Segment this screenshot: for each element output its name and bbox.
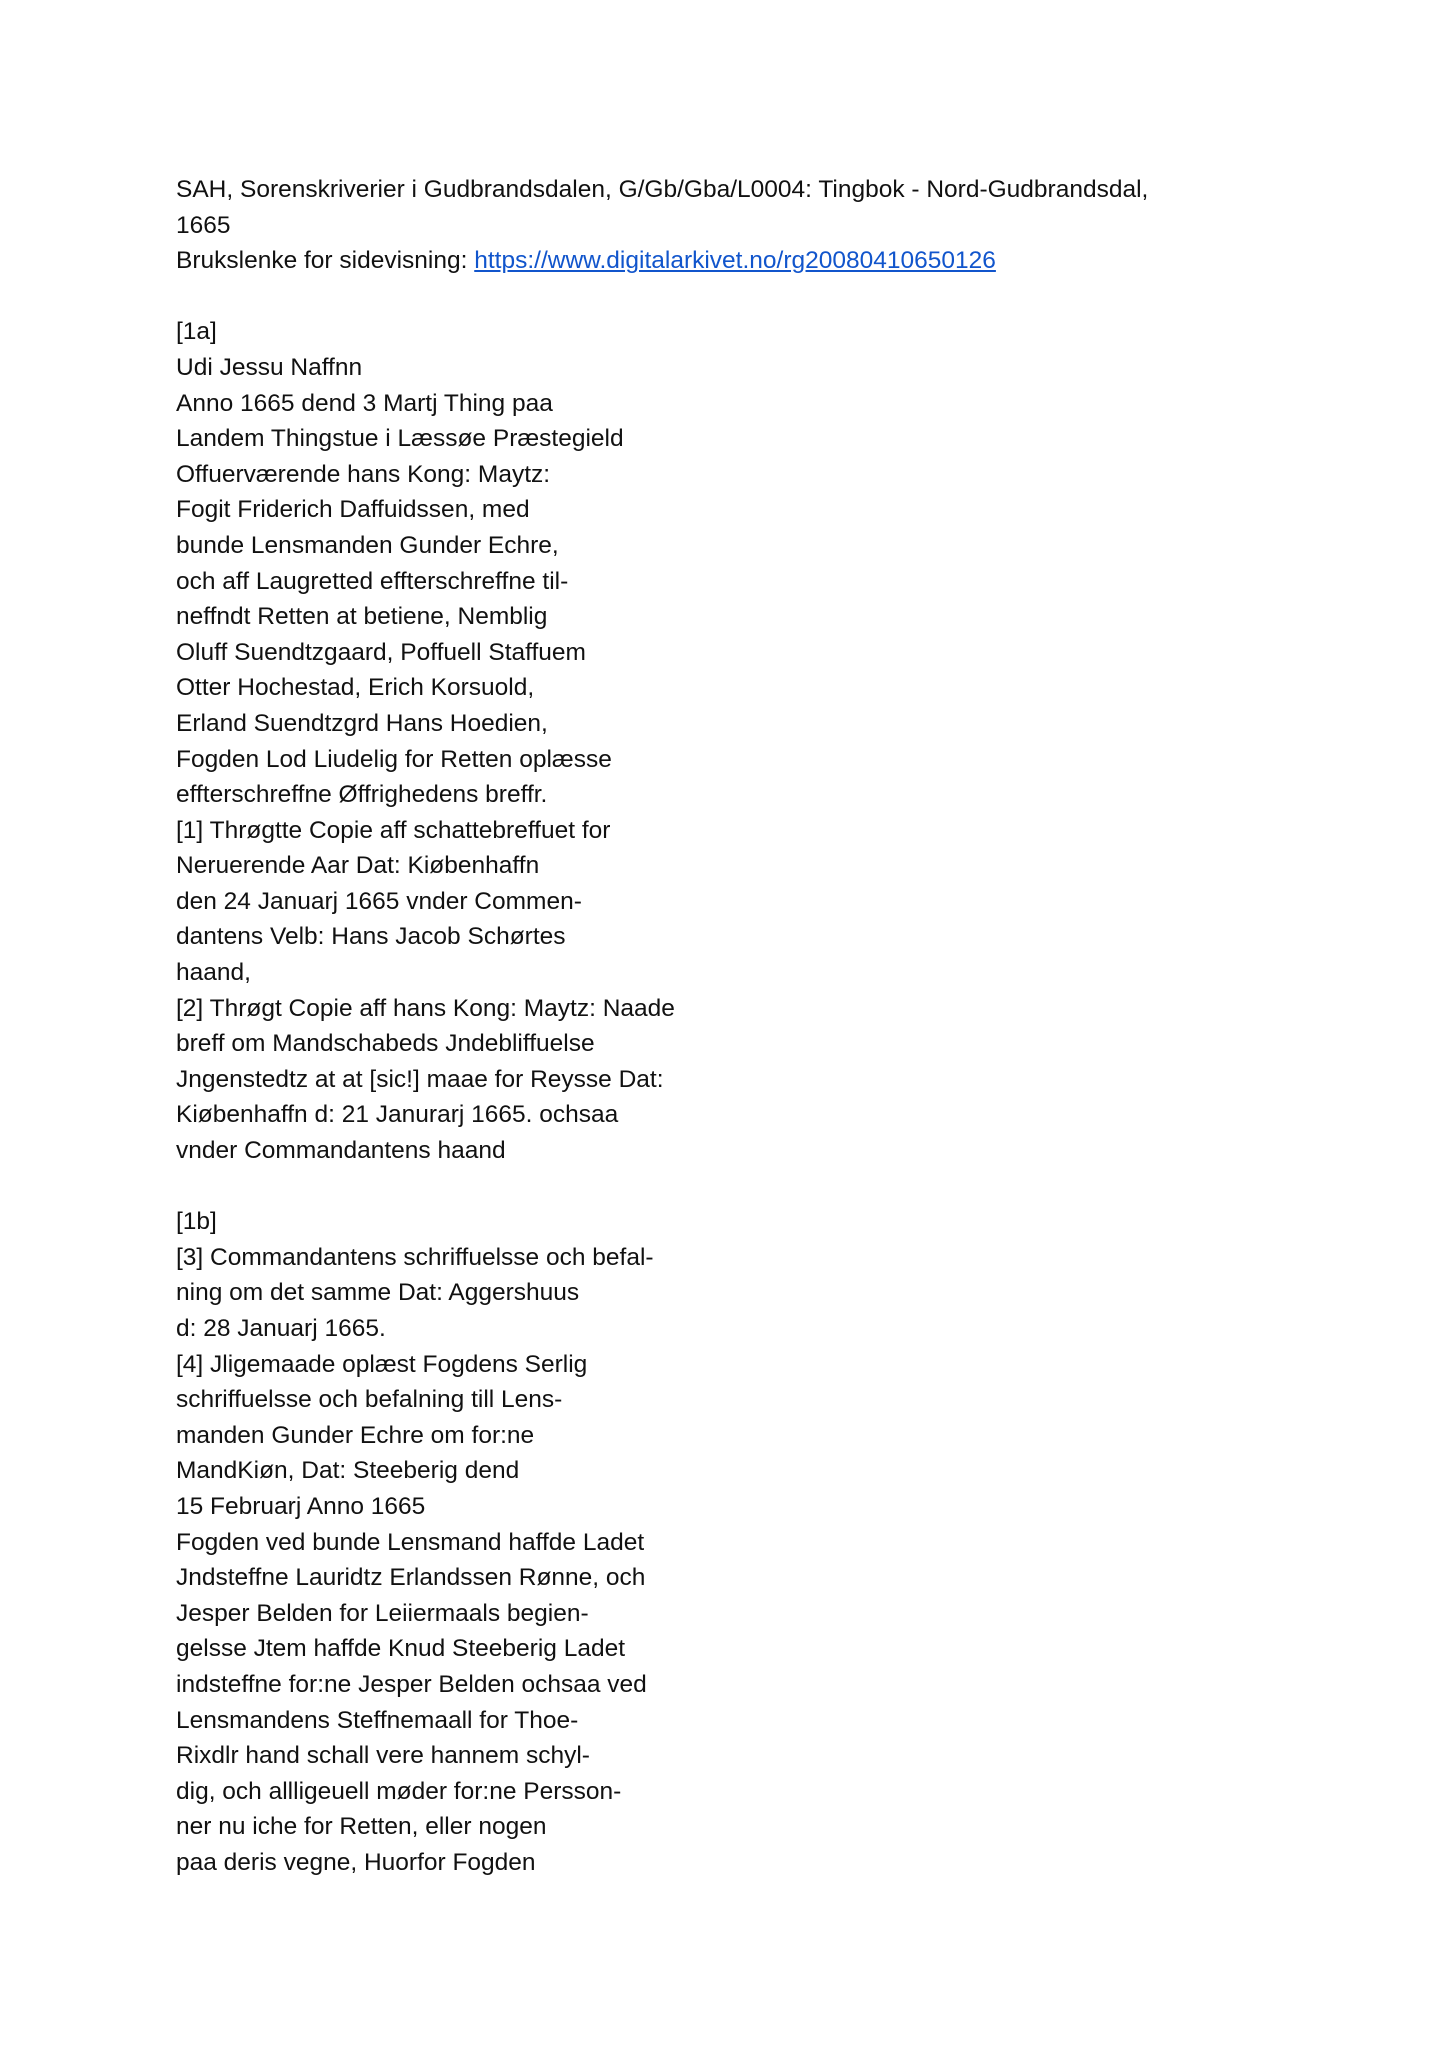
transcription-body <box>176 172 1276 1881</box>
usage-link-line <box>176 243 1276 279</box>
transcription-line: Erland Suendtzgrd Hans Hoedien, <box>176 709 548 737</box>
transcription-line: neffndt Retten at betiene, Nemblig <box>176 603 548 631</box>
spacer <box>176 279 1276 315</box>
source-title-line-2: 1665 <box>176 211 231 239</box>
transcription-line: vnder Commandantens haand <box>176 1137 506 1165</box>
transcription-line: bunde Lensmanden Gunder Echre, <box>176 531 559 559</box>
section-1a-text <box>176 350 1276 1169</box>
transcription-line: Fogden Lod Liudelig for Retten oplæsse <box>176 745 612 773</box>
transcription-line: [1] Thrøgtte Copie aff schattebreffuet for <box>176 816 611 844</box>
transcription-line: Otter Hochestad, Erich Korsuold, <box>176 674 535 702</box>
transcription-line: Neruerende Aar Dat: Kiøbenhaffn <box>176 852 540 880</box>
transcription-line: den 24 Januarj 1665 vnder Commen- <box>176 887 582 915</box>
transcription-line: [4] Jligemaade oplæst Fogdens Serlig <box>176 1350 588 1378</box>
transcription-line: Kiøbenhaffn d: 21 Janurarj 1665. ochsaa <box>176 1101 619 1129</box>
section-1b-text <box>176 1240 1276 1881</box>
digitalarkivet-link[interactable]: https://www.digitalarkivet.no/rg20080410650126 <box>474 247 996 275</box>
transcription-line: Offuerværende hans Kong: Maytz: <box>176 460 551 488</box>
transcription-line: [2] Thrøgt Copie aff hans Kong: Maytz: Naade <box>176 994 675 1022</box>
transcription-line: schriffuelsse och befalning till Lens- <box>176 1386 563 1414</box>
spacer <box>176 1169 1276 1205</box>
transcription-line: Anno 1665 dend 3 Martj Thing paa <box>176 389 553 417</box>
transcription-line: Oluff Suendtzgaard, Poffuell Staffuem <box>176 638 586 666</box>
transcription-line: d: 28 Januarj 1665. <box>176 1315 386 1342</box>
section-marker-1b: [1b] <box>176 1208 217 1236</box>
transcription-line: Jesper Belden for Leiiermaals begien- <box>176 1599 589 1627</box>
transcription-line: Rixdlr hand schall vere hannem schyl- <box>176 1742 590 1770</box>
transcription-line: 15 Februarj Anno 1665 <box>176 1492 426 1520</box>
transcription-line: breff om Mandschabeds Jndebliffuelse <box>176 1030 595 1058</box>
transcription-line: MandKiøn, Dat: Steeberig dend <box>176 1457 520 1485</box>
transcription-line: [3] Commandantens schriffuelsse och befal- <box>176 1243 654 1271</box>
transcription-line: haand, <box>176 959 251 987</box>
transcription-line: Fogit Friderich Daffuidssen, med <box>176 496 530 524</box>
transcription-line: indsteffne for:ne Jesper Belden ochsaa ved <box>176 1670 647 1698</box>
transcription-line: gelsse Jtem haffde Knud Steeberig Ladet <box>176 1635 626 1663</box>
section-marker-1a: [1a] <box>176 318 217 346</box>
transcription-line: ning om det samme Dat: Aggershuus <box>176 1279 580 1307</box>
transcription-line: manden Gunder Echre om for:ne <box>176 1421 535 1449</box>
transcription-line: dig, och allligeuell møder for:ne Persson- <box>176 1777 622 1805</box>
transcription-line: Jngenstedtz at at [sic!] maae for Reysse Dat: <box>176 1065 664 1093</box>
transcription-line: dantens Velb: Hans Jacob Schørtes <box>176 923 566 951</box>
transcription-line: Landem Thingstue i Læssøe Præstegield <box>176 425 624 453</box>
transcription-line: paa deris vegne, Huorfor Fogden <box>176 1848 536 1876</box>
transcription-line: Lensmandens Steffnemaall for Thoe- <box>176 1706 579 1734</box>
transcription-line: ner nu iche for Retten, eller nogen <box>176 1813 547 1841</box>
transcription-line: Fogden ved bunde Lensmand haffde Ladet <box>176 1528 645 1556</box>
transcription-line: Udi Jessu Naffnn <box>176 353 363 381</box>
transcription-line: och aff Laugretted effterschreffne til- <box>176 567 569 595</box>
usage-link-label: Brukslenke for sidevisning: <box>176 247 475 275</box>
transcription-line: Jndsteffne Lauridtz Erlandssen Rønne, och <box>176 1564 646 1592</box>
source-title-line-1: SAH, Sorenskriverier i Gudbrandsdalen, G/Gb/Gba/L0004: Tingbok - Nord-Gudbrandsdal, <box>176 176 1149 203</box>
transcription-line: effterschreffne Øffrighedens breffr. <box>176 781 548 809</box>
